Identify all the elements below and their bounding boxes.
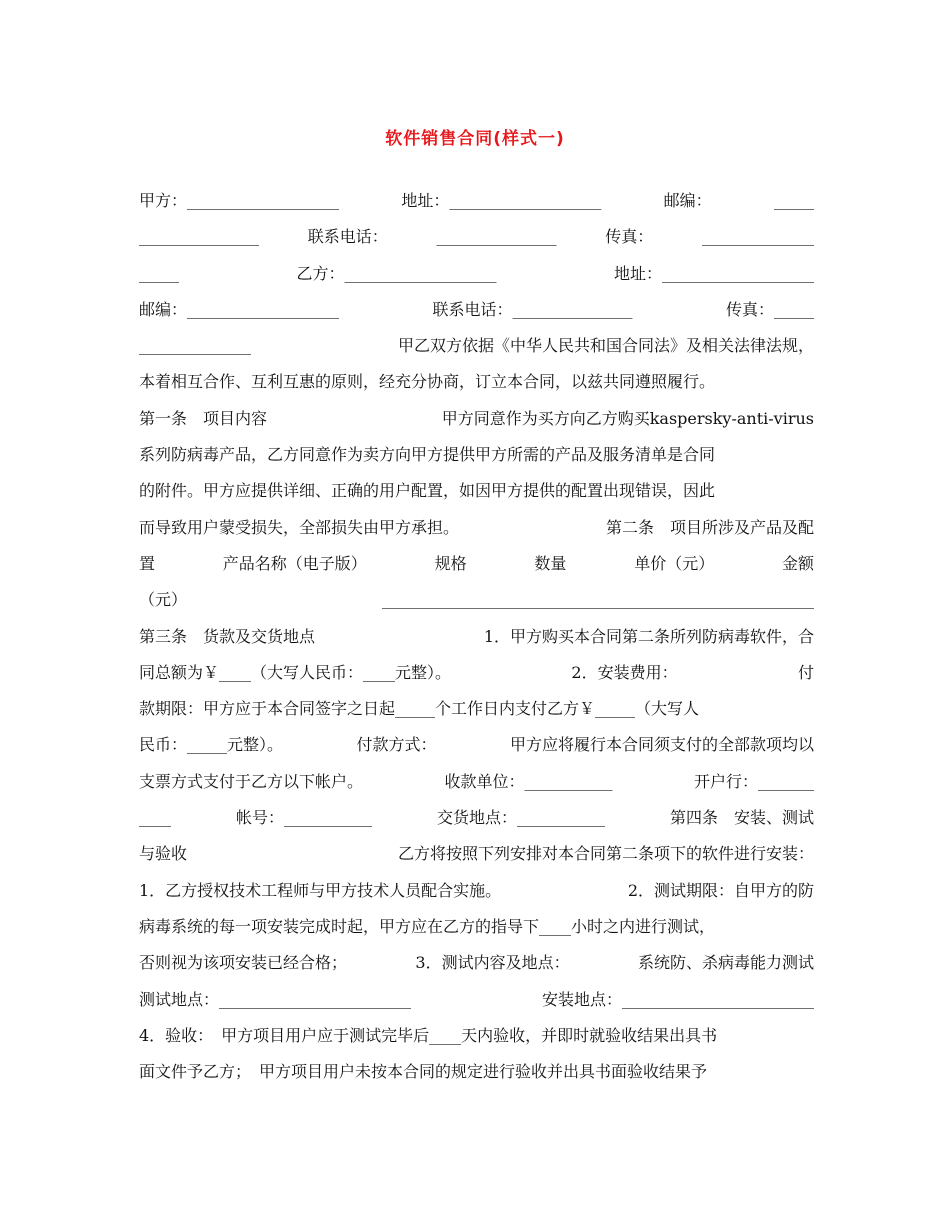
text-segment: 第三条 货款及交货地点 [139, 626, 316, 646]
text-line [139, 224, 814, 260]
text-line [139, 1059, 814, 1095]
text-segment: 邮编： [663, 191, 712, 210]
text-segment: 第四条 安装、测试 [669, 808, 814, 828]
text-line [139, 950, 814, 986]
text-segment: （元） [139, 590, 188, 610]
text-segment: 1．乙方授权技术工程师与甲方技术人员配合实施。 [139, 880, 502, 900]
text-segment: 测试地点：________________________ [139, 989, 412, 1009]
text-line [139, 188, 814, 224]
text-segment: 2．测试期限：自甲方的防 [627, 880, 814, 900]
text-segment: 开户行：_______ [693, 771, 814, 791]
text-line [139, 442, 814, 478]
text-segment: 地址：___________________ [401, 191, 602, 210]
text-line [139, 769, 814, 805]
text-line [139, 515, 814, 551]
text-segment: _____ [139, 263, 179, 283]
text-segment: 邮编：___________________ [139, 299, 340, 319]
text-segment: 4．验收： 甲方项目用户应于测试完毕后____天内验收，并即时就验收结果出具书 [139, 1025, 718, 1045]
text-line [139, 841, 814, 877]
text-line [139, 406, 814, 442]
text-segment: 乙方将按照下列安排对本合同第二条项下的软件进行安装： [397, 844, 814, 864]
document-title: 软件销售合同(样式一) [385, 129, 565, 149]
text-segment: 联系电话：_______________ [432, 299, 633, 319]
text-segment: 而导致用户蒙受损失，全部损失由甲方承担。 [139, 517, 460, 537]
text-segment: 单价（元） [634, 553, 715, 573]
text-line [139, 878, 814, 914]
text-segment: 与验收 [139, 844, 188, 864]
text-segment: 甲方应将履行本合同须支付的全部款项均以 [509, 735, 814, 755]
text-segment: 否则视为该项安装已经合格； [139, 953, 348, 973]
text-line [139, 587, 814, 623]
text-line [139, 478, 814, 514]
text-segment: 支票方式支付于乙方以下帐户。 [139, 771, 364, 791]
text-line [139, 624, 814, 660]
text-segment: 1．甲方购买本合同第二条所列防病毒软件，合 [483, 626, 814, 646]
text-segment: 付 [797, 662, 814, 682]
text-segment: ______________ [701, 227, 814, 247]
text-segment: 第一条 项目内容 [139, 408, 268, 428]
text-segment: 规格 [434, 553, 467, 573]
text-segment: 传真：_____ [725, 299, 814, 319]
text-segment: 交货地点：___________ [436, 808, 605, 828]
text-segment: 系列防病毒产品，乙方同意作为卖方向甲方提供甲方所需的产品及服务清单是合同 [139, 445, 716, 465]
text-segment: 甲方：___________________ [139, 191, 340, 210]
text-segment: ____ [139, 808, 171, 828]
text-segment: 甲乙双方依据《中华人民共和国合同法》及相关法律法规， [397, 336, 814, 356]
text-segment: 乙方：___________________ [296, 263, 497, 283]
text-segment: ______________ [139, 336, 251, 356]
text-segment: _______________ [139, 227, 259, 247]
text-segment: 付款方式： [356, 735, 437, 755]
text-segment: 安装地点：________________________ [541, 989, 814, 1009]
document-body [139, 188, 814, 1095]
text-segment: 民币：_____元整）。 [139, 735, 284, 755]
text-segment: ______________________________________________________ [382, 590, 814, 610]
text-segment: _____ [773, 191, 814, 210]
text-line [139, 732, 814, 768]
text-segment: 置 [139, 553, 156, 573]
text-line [139, 914, 814, 950]
text-segment: 收款单位：___________ [444, 771, 613, 791]
text-line [139, 696, 814, 732]
text-line [139, 987, 814, 1023]
text-line [139, 551, 814, 587]
text-line [139, 261, 814, 297]
text-segment: 地址：___________________ [613, 263, 814, 283]
text-segment: 金额 [781, 553, 814, 573]
text-segment: 的附件。甲方应提供详细、正确的用户配置，如因甲方提供的配置出现错误，因此 [139, 481, 716, 501]
text-segment: 病毒系统的每一项安装完成时起，甲方应在乙方的指导下____小时之内进行测试， [139, 916, 716, 936]
text-segment: 帐号：___________ [235, 808, 372, 828]
text-line [139, 660, 814, 696]
text-line [139, 297, 814, 333]
text-segment: 系统防、杀病毒能力测试 [637, 953, 814, 973]
text-line [139, 805, 814, 841]
text-segment: 产品名称（电子版） [222, 553, 367, 573]
text-segment: 传真： [605, 227, 654, 247]
text-line [139, 1023, 814, 1059]
text-segment: 款期限：甲方应于本合同签字之日起_____个工作日内支付乙方￥_____（大写人 [139, 699, 700, 719]
text-segment: 3．测试内容及地点： [415, 953, 570, 973]
text-segment: _______________ [436, 227, 557, 247]
text-segment: 本着相互合作、互利互惠的原则，经充分协商，订立本合同，以兹共同遵照履行。 [139, 372, 716, 392]
text-segment: 面文件予乙方； 甲方项目用户未按本合同的规定进行验收并出具书面验收结果予 [139, 1062, 708, 1082]
text-segment: 数量 [534, 553, 567, 573]
text-segment: 第二条 项目所涉及产品及配 [605, 517, 814, 537]
text-segment: 同总额为￥____（大写人民币：____元整）。 [139, 662, 452, 682]
text-line [139, 333, 814, 369]
text-line [139, 369, 814, 405]
text-segment: 甲方同意作为买方向乙方购买kaspersky-anti-virus [441, 408, 814, 428]
text-segment: 联系电话： [307, 227, 388, 247]
text-segment: 2．安装费用： [571, 662, 678, 682]
